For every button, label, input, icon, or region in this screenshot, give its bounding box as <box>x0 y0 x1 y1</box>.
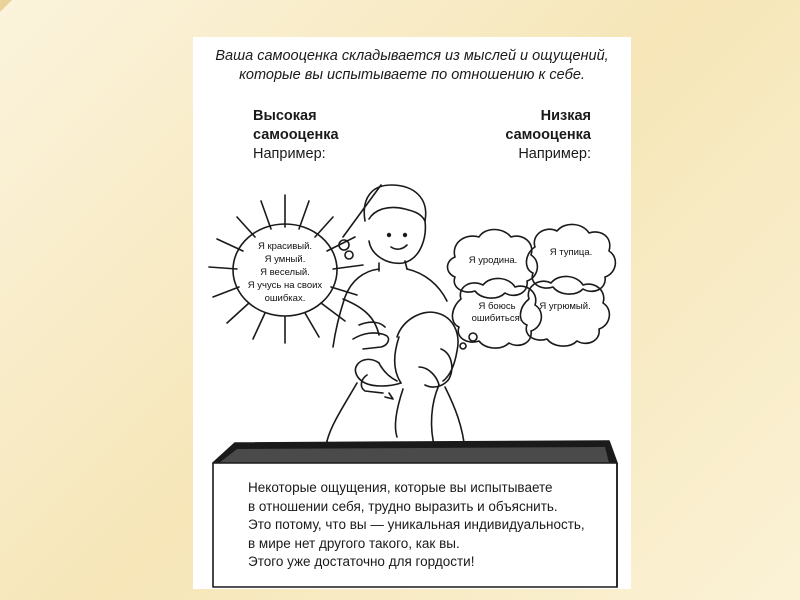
footer-line-3: Это потому, что вы — уникальная индивидуальность, <box>248 517 585 533</box>
cloud-afraid-line-1: Я боюсь <box>478 301 516 312</box>
header-line-1: Ваша самооценка складывается из мыслей и ощущений, <box>215 48 609 64</box>
high-title-line-1: Высокая <box>253 108 317 124</box>
sun-line-4: Я учусь на своих <box>247 280 323 291</box>
footer-line-5: Этого уже достаточно для гордости! <box>248 554 475 570</box>
cloud-gloomy-label <box>527 301 603 313</box>
footer-line-1: Некоторые ощущения, которые вы испытываете <box>248 480 553 495</box>
thought-dot-2 <box>469 333 477 341</box>
cloud-stupid <box>526 224 615 294</box>
cloud-stupid-text: Я тупица. <box>549 247 593 258</box>
worksheet-page <box>193 37 631 589</box>
high-example-label: Например: <box>253 146 326 162</box>
sun-line-5: ошибках. <box>264 293 306 304</box>
cloud-afraid-label <box>459 301 535 325</box>
cloud-ugly-label <box>455 255 531 267</box>
sun-line-2: Я умный. <box>264 254 306 265</box>
seated-person <box>327 312 465 457</box>
sun-affirmations <box>235 240 335 305</box>
thought-dot-1 <box>460 343 466 349</box>
cloud-ugly-text: Я уродина. <box>468 255 518 266</box>
cloud-gloomy-text: Я угрюмый. <box>539 301 591 312</box>
footer-line-2: в отношении себя, трудно выразить и объяснить. <box>248 498 558 514</box>
footer-line-4: в мире нет другого такого, как вы. <box>248 535 460 551</box>
sun-line-1: Я красивый. <box>257 241 313 252</box>
sun-line-3: Я веселый. <box>260 267 310 278</box>
cloud-stupid-label <box>533 247 609 259</box>
low-title-line-2: самооценка <box>505 127 591 143</box>
footer-text <box>248 479 618 572</box>
cloud-afraid-line-2: ошибиться. <box>471 313 523 324</box>
header-line-2: которые вы испытываете по отношению к себе. <box>239 67 585 83</box>
low-title-line-1: Низкая <box>540 108 591 124</box>
high-title-line-2: самооценка <box>253 127 339 143</box>
low-example-label: Например: <box>518 146 591 162</box>
thought-bubble-small <box>345 251 353 259</box>
